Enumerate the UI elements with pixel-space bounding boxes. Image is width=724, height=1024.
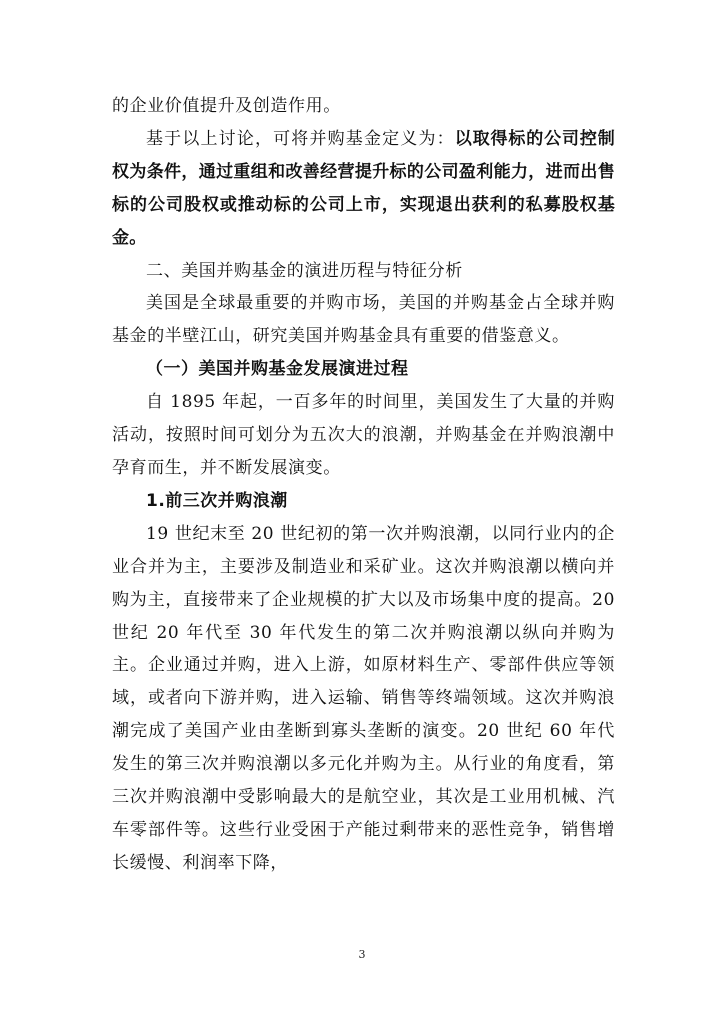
- definition-bold-text: 以取得标的公司控制权为条件，通过重组和改善经营提升标的公司盈利能力，进而出售标的公司股权或推动标的公司上市，实现退出获利的私募股权基金。: [112, 128, 616, 248]
- paragraph-waves-intro: 自 1895 年起，一百多年的时间里，美国发生了大量的并购活动，按照时间可划分为五次大的浪潮，并购基金在并购浪潮中孕育而生，并不断发展演变。: [112, 392, 615, 478]
- paragraph-us-market: 美国是全球最重要的并购市场，美国的并购基金占全球并购基金的半壁江山，研究美国并购基金具有重要的借鉴意义。: [112, 293, 615, 347]
- section-heading: 二、美国并购基金的演进历程与特征分析: [146, 260, 463, 281]
- subsection-heading: （一）美国并购基金发展演进过程: [146, 359, 409, 380]
- document-body: [112, 90, 615, 880]
- subsubsection-heading: 1.前三次并购浪潮: [146, 490, 288, 511]
- paragraph-definition: [112, 123, 615, 255]
- paragraph-continuation: 的企业价值提升及创造作用。: [112, 96, 341, 116]
- paragraph-first-three-waves: 19 世纪末至 20 世纪初的第一次并购浪潮，以同行业内的企业合并为主，主要涉及制造业和采矿业。这次并购浪潮以横向并购为主，直接带来了企业规模的扩大以及市场集中度的提高。20 世纪 20 年代至 30 年代发生的第二次并购浪潮以纵向并购为主。企业通过并购，进入上游，如原材料生产、零部件供应等领域，或者向下游并购，进入运输、销售等终端领域。这次并购浪潮完成了美国产业由垄断到寡头垄断的演变。20 世纪 60 年代发生的第三次并购浪潮以多元化并购为主。从行业的角度看，第三次并购浪潮中受影响最大的是航空业，其次是工业用机械、汽车零部件等。这些行业受困于产能过剩带来的恶性竞争，销售增长缓慢、利润率下降，: [112, 523, 615, 873]
- page-number: 3: [358, 948, 366, 961]
- definition-lead-text: 基于以上讨论，可将并购基金定义为：: [146, 128, 455, 149]
